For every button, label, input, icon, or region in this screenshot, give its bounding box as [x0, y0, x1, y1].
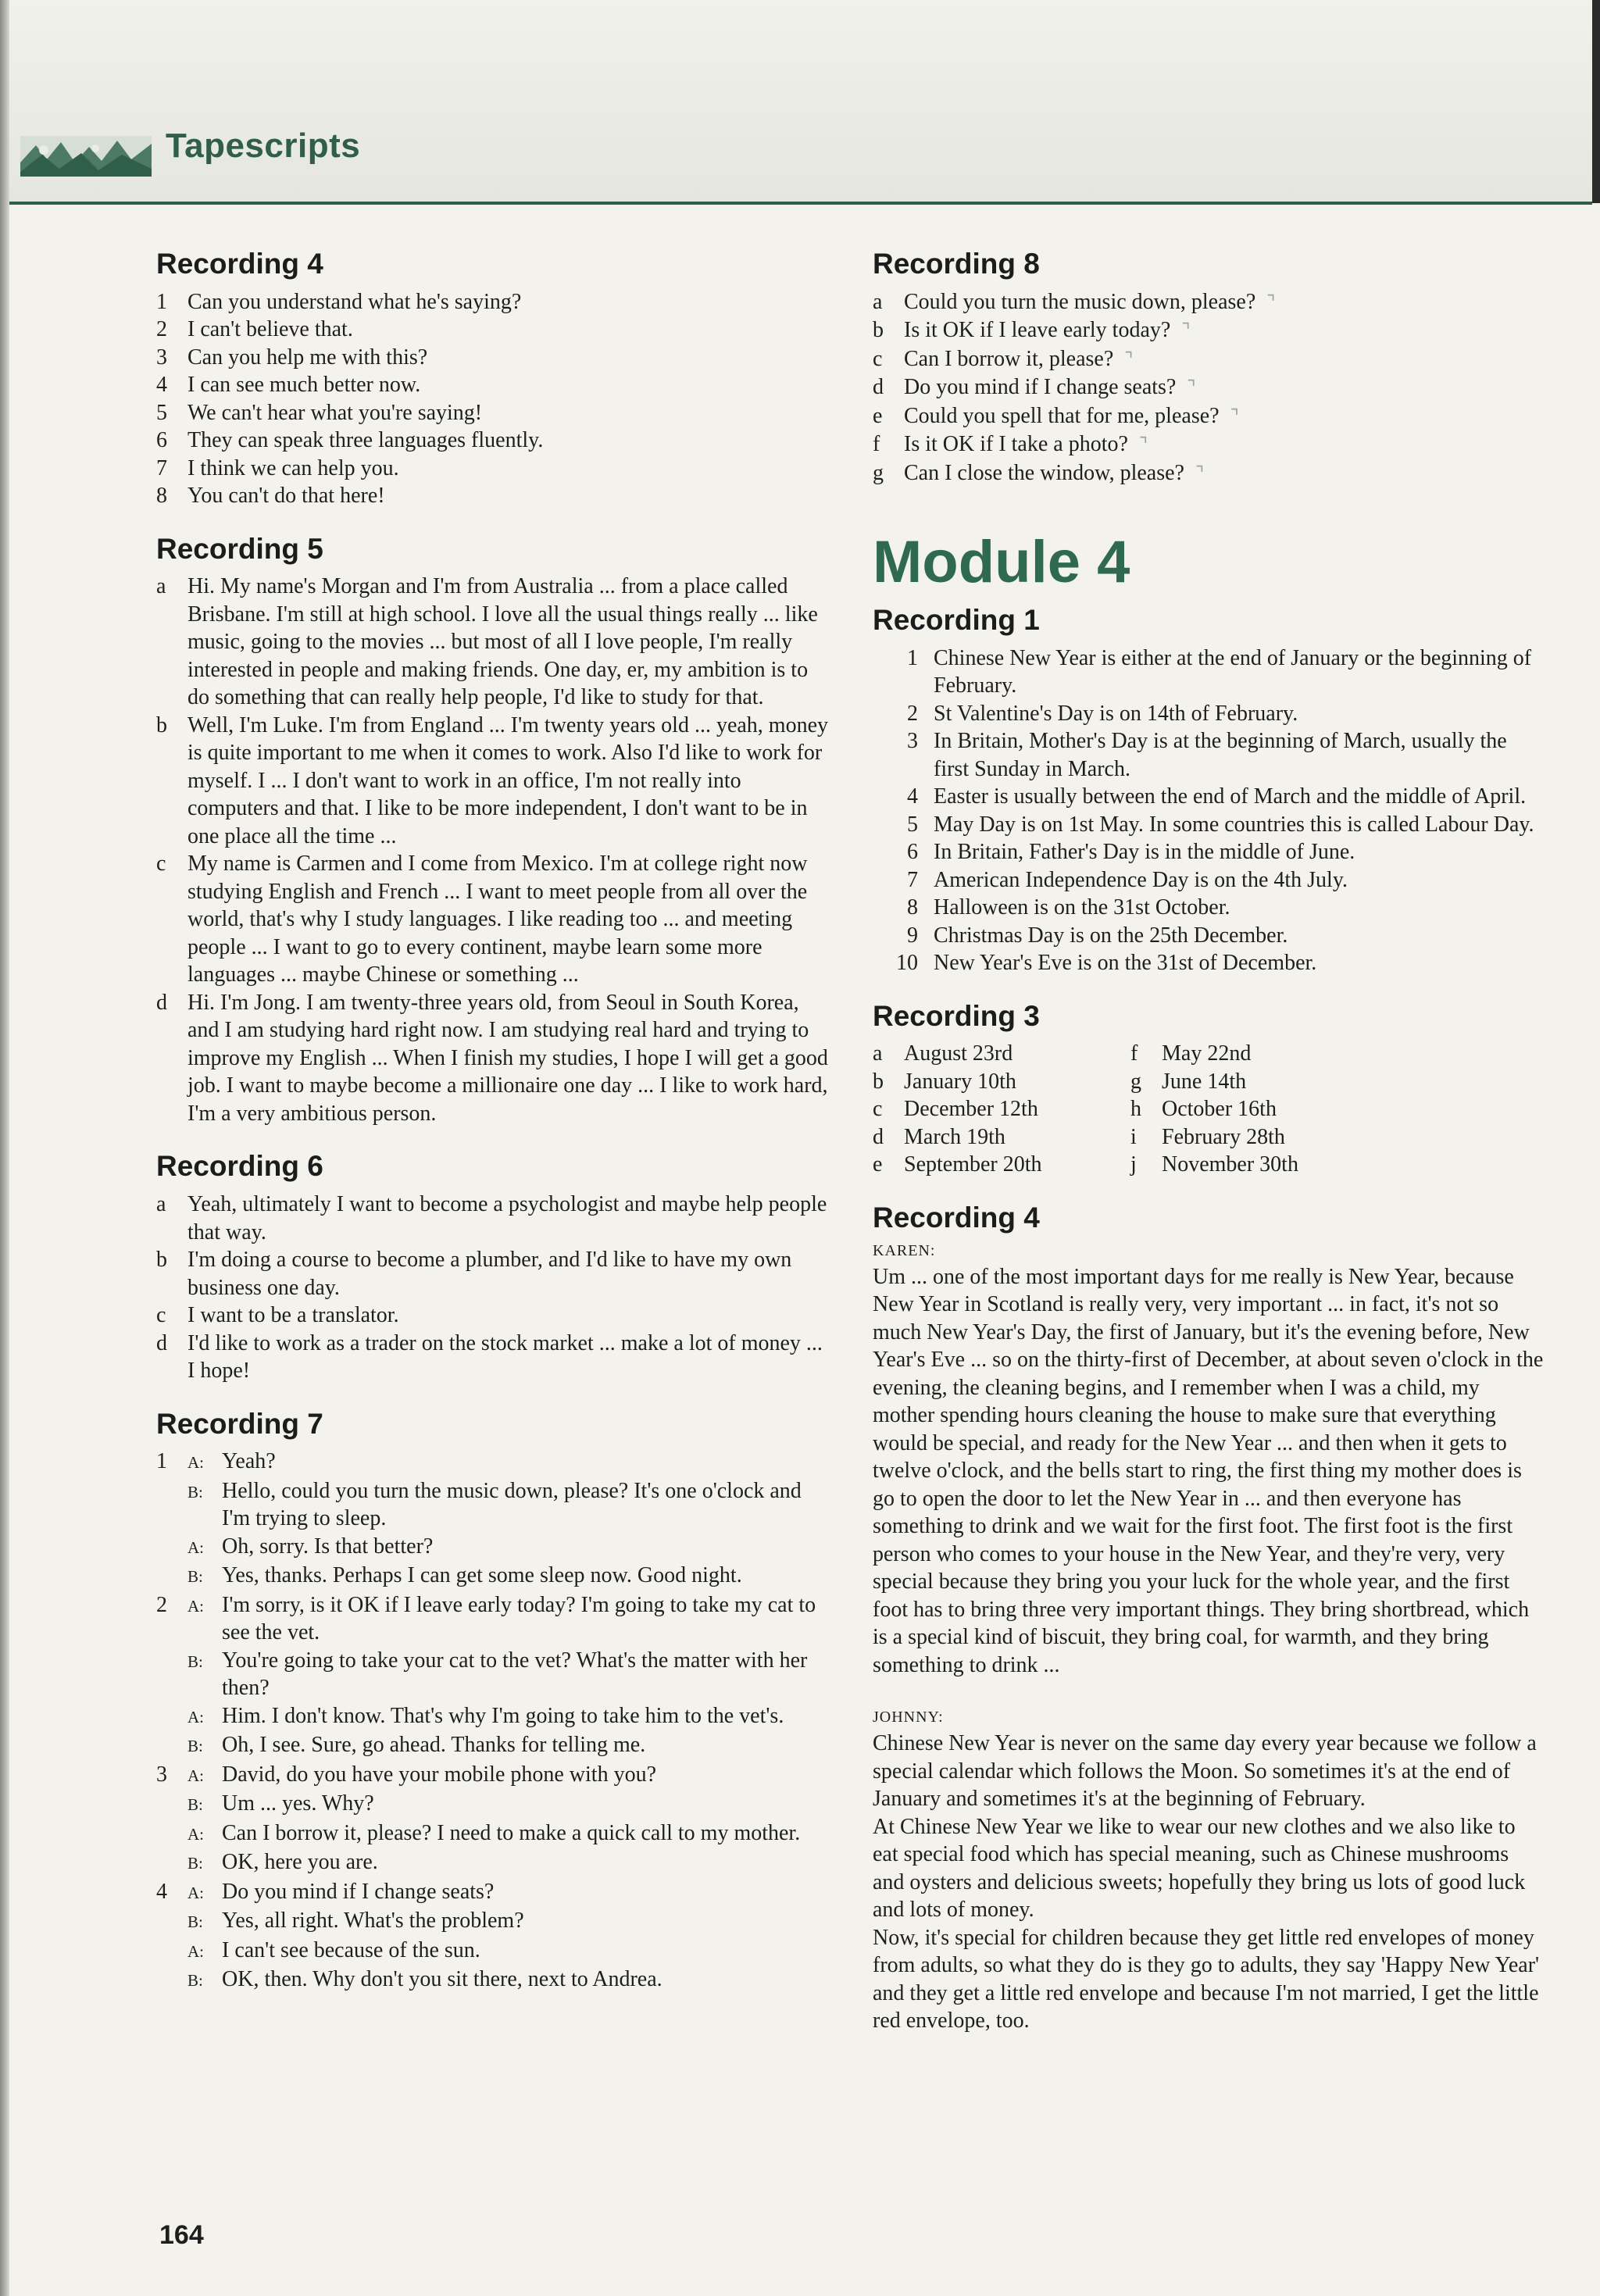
- list-item: [873, 1040, 1130, 1068]
- dialog-number: [156, 1966, 188, 1995]
- list-item: [873, 459, 1545, 488]
- item-label: d: [873, 375, 884, 400]
- item-text: September 20th: [904, 1152, 1042, 1177]
- dialog-number: [156, 1937, 188, 1966]
- item-text: American Independence Day is on the 4th July.: [934, 867, 1348, 892]
- dialog-number: [156, 1848, 188, 1878]
- dialog-speaker: A:: [188, 1824, 204, 1844]
- dialog-line: [156, 1562, 828, 1591]
- dialog-text: Yes, thanks. Perhaps I can get some sleep now. Good night.: [222, 1563, 742, 1588]
- item-label: c: [873, 1097, 883, 1122]
- header-decoration-icon: [20, 131, 152, 181]
- item-text: I can't believe that.: [188, 317, 353, 342]
- list-item: [873, 1068, 1130, 1096]
- dialog-text: Hello, could you turn the music down, please? It's one o'clock and I'm trying to sleep.: [222, 1478, 802, 1531]
- item-label: 4: [156, 373, 167, 398]
- dialog-line: [156, 1647, 828, 1702]
- dialog-speaker: B:: [188, 1971, 203, 1991]
- item-label: g: [1130, 1069, 1141, 1094]
- dialog-speaker: A:: [188, 1537, 204, 1557]
- dialog-line: [156, 1907, 828, 1937]
- item-text: Christmas Day is on the 25th December.: [934, 923, 1288, 948]
- item-text: You can't do that here!: [188, 484, 385, 509]
- dialog-number: [156, 1533, 188, 1562]
- intonation-mark-icon: ⌝: [1138, 434, 1148, 456]
- item-text: Could you spell that for me, please?: [904, 403, 1220, 428]
- dialog-number: 1: [156, 1449, 167, 1474]
- item-text: Chinese New Year is either at the end of January or the beginning of February.: [934, 645, 1532, 698]
- list-item: [156, 1330, 828, 1385]
- dialog-line: [156, 1477, 828, 1533]
- module4-recording-1-section: [873, 605, 1545, 977]
- left-column: [156, 248, 828, 2019]
- dates-grid: [873, 1040, 1545, 1179]
- dialog-speaker: A:: [188, 1453, 204, 1473]
- item-text: Can you understand what he's saying?: [188, 289, 522, 314]
- item-text: Can I borrow it, please?: [904, 346, 1114, 371]
- dialog-line: [156, 1790, 828, 1819]
- dialog-text: I'm sorry, is it OK if I leave early today? I'm going to take my cat to see the vet.: [222, 1592, 816, 1645]
- list-item: [873, 288, 1545, 317]
- list-item: [873, 838, 1545, 866]
- list-item: [1130, 1123, 1443, 1152]
- transcript-paragraph: Now, it's special for children because they get little red envelopes of money from adults, so what they do is they go to adults, they say 'Happy New Year' and they get a little red envelope and because I'm not married, I get the little red envelope, too.: [873, 1925, 1540, 2034]
- item-text: Easter is usually between the end of March and the middle of April.: [934, 784, 1527, 809]
- item-label: f: [1130, 1041, 1138, 1066]
- intonation-mark-icon: ⌝: [1124, 348, 1134, 370]
- list-item: [156, 1302, 828, 1330]
- dialog-line: [156, 1533, 828, 1562]
- item-label: h: [1130, 1097, 1141, 1122]
- item-label: 7: [156, 455, 167, 480]
- recording-7-section: [156, 1409, 828, 1995]
- dialog-line: [156, 1937, 828, 1966]
- item-text: Yeah, ultimately I want to become a psychologist and maybe help people that way.: [188, 1192, 827, 1244]
- speaker-label: JOHNNY:: [873, 1709, 944, 1726]
- list-item: [156, 850, 828, 989]
- list-item: [873, 316, 1545, 345]
- recording-5-section: [156, 534, 828, 1128]
- list-item: [156, 573, 828, 712]
- recording-6-section: [156, 1151, 828, 1384]
- list-item: [873, 700, 1545, 728]
- dialog-text: OK, then. Why don't you sit there, next to Andrea.: [222, 1967, 662, 1992]
- list-item: [873, 949, 1545, 977]
- list-item: [873, 402, 1545, 431]
- dialog-text: You're going to take your cat to the vet? What's the matter with her then?: [222, 1648, 808, 1701]
- list-item: [873, 894, 1545, 922]
- transcript-paragraph: At Chinese New Year we like to wear our new clothes and we also like to eat special food which has special meaning, such as Chinese mushrooms and oysters and delicious sweets; hopefully they bring us lots of good luck and lots of money.: [873, 1814, 1526, 1923]
- dialog-speaker: A:: [188, 1941, 204, 1961]
- dialog-line: [156, 1761, 828, 1791]
- list-item: [156, 989, 828, 1128]
- module4-recording-4-section: [873, 1202, 1545, 2035]
- section-heading: Recording 8: [873, 248, 1040, 280]
- item-text: We can't hear what you're saying!: [188, 400, 483, 425]
- page-header: [9, 0, 1592, 205]
- dialog-number: [156, 1702, 188, 1732]
- item-label: 1: [156, 289, 167, 314]
- dialog-text: Do you mind if I change seats?: [222, 1879, 495, 1904]
- list-item: [1130, 1040, 1443, 1068]
- item-text: I want to be a translator.: [188, 1303, 399, 1328]
- dialog-line: [156, 1848, 828, 1878]
- item-label: 5: [156, 400, 167, 425]
- recording-8-section: [873, 248, 1545, 487]
- item-text: Is it OK if I leave early today?: [904, 318, 1171, 343]
- section-heading: Recording 3: [873, 999, 1040, 1032]
- item-label: d: [873, 1124, 884, 1149]
- dialog-text: Yes, all right. What's the problem?: [222, 1909, 524, 1934]
- item-label: a: [156, 574, 166, 599]
- page-edge-dark: [1592, 0, 1600, 203]
- item-label: 6: [156, 428, 167, 453]
- item-text: New Year's Eve is on the 31st of December.: [934, 951, 1317, 976]
- dialog-number: 4: [156, 1879, 167, 1904]
- dialog-number: [156, 1562, 188, 1591]
- item-text: February 28th: [1162, 1124, 1285, 1149]
- item-label: b: [156, 1248, 167, 1273]
- section-heading: Recording 4: [873, 1201, 1040, 1234]
- module-title: Module 4: [873, 529, 1130, 596]
- list-item: [873, 373, 1545, 402]
- item-label: j: [1130, 1152, 1137, 1177]
- item-label: a: [873, 1041, 883, 1066]
- item-label: b: [873, 1069, 884, 1094]
- dialog-speaker: A:: [188, 1707, 204, 1726]
- item-text: Hi. I'm Jong. I am twenty-three years old, from Seoul in South Korea, and I am studying hard right now. I am studying real hard and trying to improve my English ... When I finish my studies, I hope I will get a good job. I want to maybe become a millionaire one day ... I like to work hard, I'm a very ambitious person.: [188, 990, 828, 1126]
- transcript-paragraph: Um ... one of the most important days for me really is New Year, because New Year in Scotland is really very, very important ... in fact, it's not so much New Year's Day, the first of January, but it's the evening before, New Year's Eve ... so on the thirty-first of December, at about seven o'clock in the evening, the cleaning begins, and I remember when I was a child, my mother spending hours cleaning the house to make sure that everything would be special, and ready for the New Year ... and then when it gets to twelve o'clock, and the bells start to ring, the first thing my mother does is go to open the door to let the New Year in ... and then everyone has something to drink and we wait for the first foot. The first foot is the first person who comes to your house in the New Year, and they're very, very special because they bring you your luck for the whole year, and the first foot has to bring three very important things. They bring shortbread, which is a special kind of biscuit, they bring coal, for warmth, and they bring something to drink ...: [873, 1264, 1544, 1677]
- dialog-text: Can I borrow it, please? I need to make a quick call to my mother.: [222, 1820, 801, 1845]
- item-label: 1: [907, 645, 918, 670]
- item-label: g: [873, 460, 884, 485]
- list-item: [873, 430, 1545, 459]
- dialog-text: OK, here you are.: [222, 1850, 378, 1875]
- item-text: In Britain, Father's Day is in the middle of June.: [934, 840, 1355, 865]
- dialog-number: [156, 1907, 188, 1937]
- item-text: May 22nd: [1162, 1041, 1252, 1066]
- dialog-speaker: A:: [188, 1596, 204, 1616]
- item-text: June 14th: [1162, 1069, 1247, 1094]
- item-label: 6: [907, 840, 918, 865]
- item-label: i: [1130, 1124, 1137, 1149]
- item-label: b: [156, 712, 167, 737]
- item-label: 10: [896, 951, 918, 976]
- item-label: 8: [907, 895, 918, 920]
- item-text: I'd like to work as a trader on the stock market ... make a lot of money ... I hope!: [188, 1330, 823, 1384]
- right-column: [873, 248, 1545, 2059]
- list-item: [156, 344, 828, 372]
- list-item: [156, 427, 828, 455]
- page-edge-shadow: [0, 0, 9, 2296]
- item-label: e: [873, 1152, 883, 1177]
- item-label: 9: [907, 923, 918, 948]
- list-item: [156, 1246, 828, 1302]
- intonation-mark-icon: ⌝: [1181, 320, 1191, 342]
- item-label: 5: [907, 812, 918, 837]
- dialog-speaker: A:: [188, 1766, 204, 1785]
- list-item: [156, 288, 828, 316]
- item-label: 7: [907, 867, 918, 892]
- item-text: St Valentine's Day is on 14th of February.: [934, 701, 1298, 726]
- section-heading: Recording 6: [156, 1150, 323, 1183]
- item-label: 2: [907, 701, 918, 726]
- dialog-speaker: B:: [188, 1651, 203, 1671]
- dialog-speaker: B:: [188, 1567, 203, 1587]
- section-heading: Recording 1: [873, 603, 1040, 636]
- dialog-speaker: A:: [188, 1883, 204, 1902]
- item-text: Halloween is on the 31st October.: [934, 895, 1230, 920]
- intonation-mark-icon: ⌝: [1230, 405, 1239, 427]
- intonation-mark-icon: ⌝: [1187, 377, 1196, 399]
- item-text: August 23rd: [904, 1041, 1013, 1066]
- dialog-line: [156, 1966, 828, 1995]
- dialog-line: [156, 1591, 828, 1647]
- dialog-text: David, do you have your mobile phone with you?: [222, 1762, 657, 1787]
- item-text: Can I close the window, please?: [904, 460, 1184, 485]
- speaker-label: KAREN:: [873, 1241, 936, 1259]
- item-text: I can see much better now.: [188, 373, 421, 398]
- item-label: 2: [156, 317, 167, 342]
- item-text: Hi. My name's Morgan and I'm from Australia ... from a place called Brisbane. I'm still at high school. I love all the usual things really ... like music, going to the movies ... but most of all I love people, I'm really interested in people and making friends. One day, er, my ambition is to do something that can really help people, I'd like to study for that.: [188, 574, 818, 710]
- list-item: [1130, 1068, 1443, 1096]
- dialog-speaker: B:: [188, 1482, 203, 1502]
- section-heading: Recording 7: [156, 1407, 323, 1440]
- item-text: They can speak three languages fluently.: [188, 428, 544, 453]
- item-text: I'm doing a course to become a plumber, and I'd like to have my own business one day.: [188, 1248, 792, 1300]
- item-label: b: [873, 318, 884, 343]
- page-number: 164: [159, 2220, 204, 2250]
- list-item: [873, 645, 1545, 700]
- list-item: [873, 727, 1545, 783]
- item-label: a: [873, 289, 883, 314]
- list-item: [156, 399, 828, 427]
- dialog-speaker: B:: [188, 1854, 203, 1873]
- dialog-text: Oh, I see. Sure, go ahead. Thanks for telling me.: [222, 1733, 646, 1758]
- dialog-text: I can't see because of the sun.: [222, 1937, 480, 1962]
- item-text: My name is Carmen and I come from Mexico. I'm at college right now studying English and French ... I want to meet people from all over the world, that's why I study languages. I like reading too ... and meeting people ... I want to go to every continent, maybe learn some more languages ... maybe Chinese or something ...: [188, 852, 808, 987]
- dialog-text: Oh, sorry. Is that better?: [222, 1534, 434, 1559]
- list-item: [873, 345, 1545, 374]
- list-item: [156, 455, 828, 483]
- list-item: [1130, 1095, 1443, 1123]
- item-label: c: [156, 1303, 166, 1328]
- item-text: May Day is on 1st May. In some countries this is called Labour Day.: [934, 812, 1534, 837]
- item-label: 8: [156, 484, 167, 509]
- list-item: [1130, 1151, 1443, 1179]
- list-item: [156, 371, 828, 399]
- item-text: Can you help me with this?: [188, 345, 428, 370]
- item-label: a: [156, 1192, 166, 1217]
- list-item: [873, 922, 1545, 950]
- list-item: [156, 1191, 828, 1246]
- dialog-number: 3: [156, 1762, 167, 1787]
- item-label: e: [873, 403, 883, 428]
- list-item: [873, 783, 1545, 811]
- header-title: Tapescripts: [166, 127, 361, 165]
- dialog-line: [156, 1878, 828, 1908]
- intonation-mark-icon: ⌝: [1195, 462, 1205, 484]
- list-item: [873, 1123, 1130, 1152]
- dialog-line: [156, 1819, 828, 1849]
- item-text: December 12th: [904, 1097, 1038, 1122]
- dialog-speaker: B:: [188, 1737, 203, 1756]
- item-text: Do you mind if I change seats?: [904, 375, 1177, 400]
- dialog-line: [156, 1448, 828, 1477]
- transcript-paragraph: Chinese New Year is never on the same day every year because we follow a special calendar which follows the Moon. So sometimes it's at the end of January and sometimes it's at the beginning of February.: [873, 1731, 1537, 1812]
- dialog-number: [156, 1790, 188, 1819]
- dialog-line: [156, 1731, 828, 1761]
- item-text: Well, I'm Luke. I'm from England ... I'm twenty years old ... yeah, money is quite important to me when it comes to work. Also I'd like to work for myself. I ... I don't want to work in an office, I'm not really into computers and that. I like to be more independent, I don't want to be in one place all the time ...: [188, 712, 829, 848]
- dialog-number: [156, 1647, 188, 1702]
- item-label: 4: [907, 784, 918, 809]
- item-text: January 10th: [904, 1069, 1016, 1094]
- dialog-number: [156, 1731, 188, 1761]
- dialog-line: [156, 1702, 828, 1732]
- item-text: November 30th: [1162, 1152, 1298, 1177]
- list-item: [873, 1095, 1130, 1123]
- item-text: Is it OK if I take a photo?: [904, 432, 1128, 457]
- item-label: c: [873, 346, 883, 371]
- item-text: I think we can help you.: [188, 455, 399, 480]
- item-text: October 16th: [1162, 1097, 1277, 1122]
- list-item: [156, 316, 828, 344]
- item-text: In Britain, Mother's Day is at the beginning of March, usually the first Sunday in March.: [934, 729, 1507, 781]
- dialog-speaker: B:: [188, 1912, 203, 1932]
- list-item: [156, 712, 828, 851]
- item-label: 3: [156, 345, 167, 370]
- item-label: d: [156, 990, 167, 1015]
- list-item: [156, 482, 828, 510]
- item-label: 3: [907, 729, 918, 754]
- list-item: [873, 1151, 1130, 1179]
- dialog-text: Um ... yes. Why?: [222, 1791, 374, 1816]
- section-heading: Recording 5: [156, 532, 323, 565]
- item-label: f: [873, 432, 880, 457]
- dialog-speaker: B:: [188, 1795, 203, 1815]
- module4-recording-3-section: [873, 1001, 1545, 1179]
- item-label: d: [156, 1330, 167, 1355]
- section-heading: Recording 4: [156, 248, 323, 280]
- item-label: c: [156, 852, 166, 877]
- dialog-text: Yeah?: [222, 1449, 276, 1474]
- dialog-text: Him. I don't know. That's why I'm going to take him to the vet's.: [222, 1703, 784, 1728]
- list-item: [873, 811, 1545, 839]
- item-text: March 19th: [904, 1124, 1005, 1149]
- recording-4-section: [156, 248, 828, 510]
- dialog-number: 2: [156, 1592, 167, 1617]
- item-text: Could you turn the music down, please?: [904, 289, 1256, 314]
- intonation-mark-icon: ⌝: [1266, 291, 1276, 313]
- dialog-number: [156, 1477, 188, 1533]
- dialog-number: [156, 1819, 188, 1849]
- list-item: [873, 866, 1545, 894]
